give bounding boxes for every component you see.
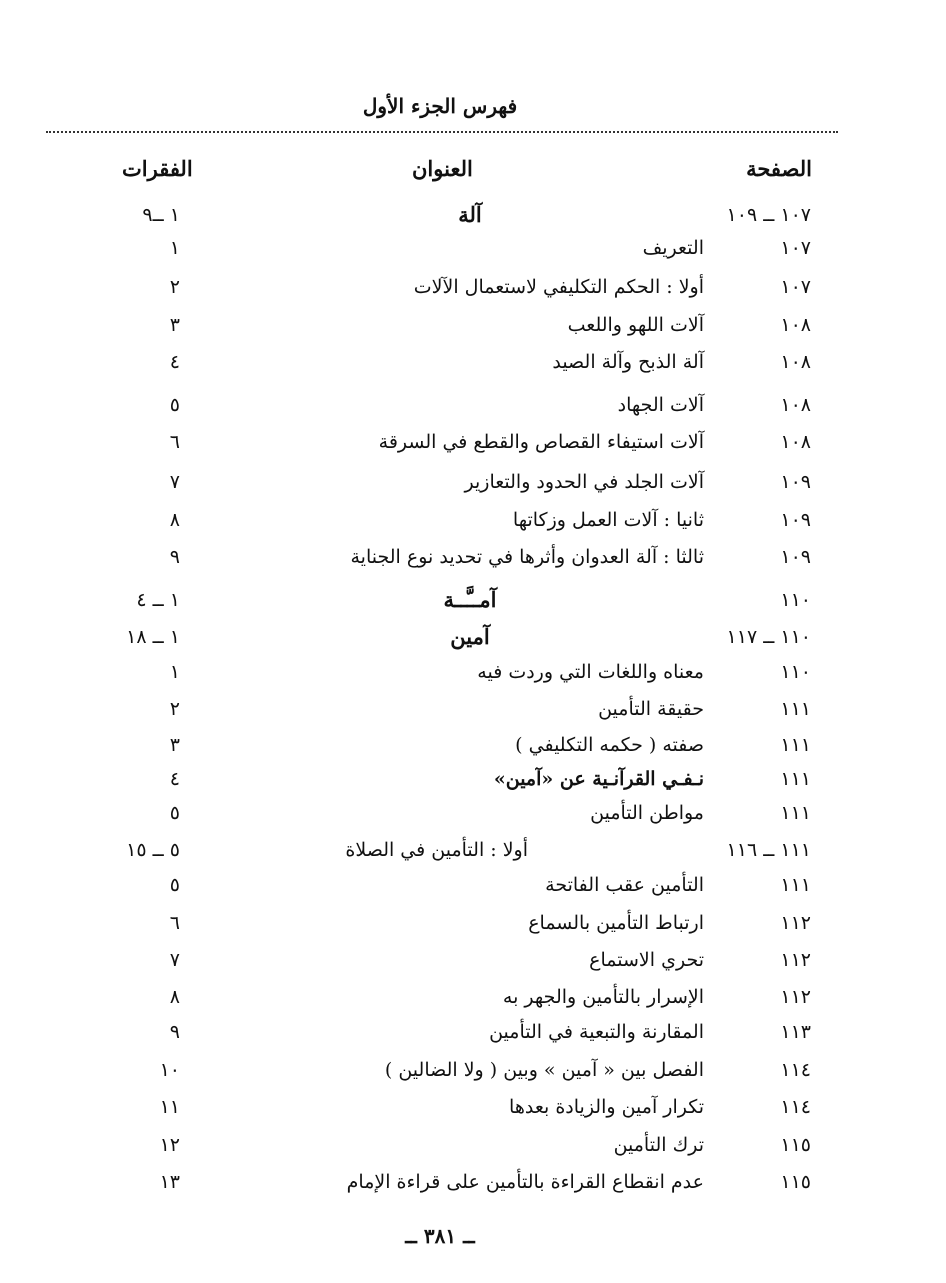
paragraph-range: ٥ ــ ١٥ bbox=[126, 839, 180, 861]
table-row bbox=[0, 1170, 946, 1206]
page-range: ١١١ bbox=[780, 734, 811, 756]
paragraph-range: ١ ــ ٤ bbox=[136, 589, 180, 611]
paragraph-range: ٧ bbox=[169, 471, 180, 493]
entry-title: الفصل بين « آمين » وبين ( ولا الضالين ) bbox=[384, 1059, 704, 1081]
paragraph-range: ٦ bbox=[169, 431, 180, 453]
page-range: ١٠٧ bbox=[780, 276, 811, 298]
page-range: ١١١ bbox=[780, 874, 811, 896]
entry-title: معناه واللغات التي وردت فيه bbox=[477, 661, 704, 683]
table-row bbox=[0, 1095, 946, 1131]
page-range: ١١٥ bbox=[780, 1171, 811, 1193]
table-row bbox=[0, 203, 946, 239]
paragraph-range: ٦ bbox=[169, 912, 180, 934]
page-range: ١٠٧ bbox=[780, 237, 811, 259]
entry-title: المقارنة والتبعية في التأمين bbox=[489, 1021, 704, 1043]
paragraph-range: ٤ bbox=[169, 351, 180, 373]
entry-title: تكرار آمين والزيادة بعدها bbox=[509, 1096, 704, 1118]
page-range: ١١٢ bbox=[780, 912, 811, 934]
paragraph-range: ١ bbox=[169, 237, 180, 259]
entry-title: أولا : التأمين في الصلاة bbox=[345, 839, 528, 861]
paragraph-range: ٩ bbox=[169, 1021, 180, 1043]
entry-title: ثانيا : آلات العمل وزكاتها bbox=[512, 509, 704, 531]
page-range: ١١٤ bbox=[780, 1059, 811, 1081]
entry-title: التعريف bbox=[642, 237, 704, 259]
entry-title: أولا : الحكم التكليفي لاستعمال الآلات bbox=[413, 276, 704, 298]
page-range: ١١٢ bbox=[780, 986, 811, 1008]
entry-title: مواطن التأمين bbox=[590, 802, 704, 824]
table-row bbox=[0, 313, 946, 349]
paragraph-range: ٢ bbox=[169, 276, 180, 298]
paragraph-range: ٢ bbox=[169, 698, 180, 720]
paragraph-range: ١٠ bbox=[159, 1059, 180, 1081]
table-row bbox=[0, 430, 946, 466]
entry-title: تحري الاستماع bbox=[589, 949, 704, 971]
table-row bbox=[0, 545, 946, 581]
table-row bbox=[0, 911, 946, 947]
table-row bbox=[0, 697, 946, 733]
table-row bbox=[0, 838, 946, 874]
entry-title: ترك التأمين bbox=[613, 1134, 704, 1156]
entry-title: التأمين عقب الفاتحة bbox=[545, 874, 704, 896]
table-row bbox=[0, 985, 946, 1021]
entry-title: ثالثا : آلة العدوان وأثرها في تحديد نوع الجناية bbox=[350, 546, 704, 568]
paragraph-range: ٥ bbox=[169, 874, 180, 896]
paragraph-range: ٥ bbox=[169, 394, 180, 416]
page-range: ١١١ bbox=[780, 802, 811, 824]
running-title: فهرس الجزء الأول bbox=[362, 94, 518, 118]
column-header-title: العنوان bbox=[412, 156, 473, 181]
page-range: ١٠٩ bbox=[780, 546, 811, 568]
entry-title: نـفـي القرآنـية عن «آمين» bbox=[493, 768, 704, 790]
table-row bbox=[0, 733, 946, 769]
column-header-paragraphs: الفقرات bbox=[122, 156, 193, 181]
entry-title: الإسرار بالتأمين والجهر به bbox=[502, 986, 704, 1008]
page-range: ١١٥ bbox=[780, 1134, 811, 1156]
paragraph-range: ٩ bbox=[169, 546, 180, 568]
page-range: ١١٠ bbox=[780, 661, 811, 683]
paragraph-range: ٨ bbox=[169, 986, 180, 1008]
page-range: ١٠٩ bbox=[780, 471, 811, 493]
paragraph-range: ١ bbox=[169, 661, 180, 683]
page-range: ١١١ bbox=[780, 698, 811, 720]
table-row bbox=[0, 470, 946, 506]
paragraph-range: ٤ bbox=[169, 768, 180, 790]
table-row bbox=[0, 588, 946, 624]
table-row bbox=[0, 393, 946, 429]
page-range: ١١٤ bbox=[780, 1096, 811, 1118]
dotted-rule bbox=[46, 131, 838, 133]
entry-title: آلة bbox=[458, 202, 482, 227]
paragraph-range: ٥ bbox=[169, 802, 180, 824]
page-range: ١١٢ bbox=[780, 949, 811, 971]
table-row bbox=[0, 1133, 946, 1169]
entry-title: آلات استيفاء القصاص والقطع في السرقة bbox=[378, 431, 704, 453]
page-range: ١٠٨ bbox=[780, 314, 811, 336]
page-number: ــ ٣٨١ ــ bbox=[405, 1224, 475, 1248]
table-row bbox=[0, 873, 946, 909]
table-row bbox=[0, 236, 946, 272]
entry-title: آلات الجهاد bbox=[617, 394, 704, 416]
entry-title: صفته ( حكمه التكليفي ) bbox=[515, 734, 704, 756]
table-row bbox=[0, 275, 946, 311]
entry-title: آمــَّــة bbox=[443, 587, 497, 612]
page-range: ١١٠ bbox=[780, 589, 811, 611]
entry-title: آلات الجلد في الحدود والتعازير bbox=[464, 471, 704, 493]
page-range: ١٠٨ bbox=[780, 394, 811, 416]
paragraph-range: ٧ bbox=[169, 949, 180, 971]
page-range: ١١٠ ــ ١١٧ bbox=[726, 626, 811, 648]
paragraph-range: ١ ــ٩ bbox=[142, 204, 180, 226]
entry-title: آلة الذبح وآلة الصيد bbox=[552, 351, 704, 373]
table-row bbox=[0, 508, 946, 544]
page-range: ١١١ ــ ١١٦ bbox=[726, 839, 811, 861]
table-row bbox=[0, 1020, 946, 1056]
paragraph-range: ١١ bbox=[159, 1096, 180, 1118]
page-range: ١٠٩ bbox=[780, 509, 811, 531]
table-row bbox=[0, 1058, 946, 1094]
page-range: ١١١ bbox=[780, 768, 811, 790]
paragraph-range: ٣ bbox=[169, 734, 180, 756]
paragraph-range: ٣ bbox=[169, 314, 180, 336]
column-header-pages: الصفحة bbox=[746, 156, 812, 181]
page-range: ١٠٨ bbox=[780, 351, 811, 373]
page-range: ١١٣ bbox=[780, 1021, 811, 1043]
paragraph-range: ١٢ bbox=[159, 1134, 180, 1156]
table-row bbox=[0, 660, 946, 696]
paragraph-range: ١٣ bbox=[159, 1171, 180, 1193]
paragraph-range: ٨ bbox=[169, 509, 180, 531]
table-row bbox=[0, 625, 946, 661]
table-row bbox=[0, 801, 946, 837]
page-range: ١٠٧ ــ ١٠٩ bbox=[726, 204, 811, 226]
table-row bbox=[0, 948, 946, 984]
table-row bbox=[0, 350, 946, 386]
page-range: ١٠٨ bbox=[780, 431, 811, 453]
entry-title: عدم انقطاع القراءة بالتأمين على قراءة الإمام bbox=[346, 1171, 704, 1193]
entry-title: آمين bbox=[450, 624, 490, 649]
entry-title: حقيقة التأمين bbox=[598, 698, 704, 720]
entry-title: ارتباط التأمين بالسماع bbox=[528, 912, 704, 934]
table-row bbox=[0, 767, 946, 803]
paragraph-range: ١ ــ ١٨ bbox=[126, 626, 180, 648]
entry-title: آلات اللهو واللعب bbox=[567, 314, 704, 336]
